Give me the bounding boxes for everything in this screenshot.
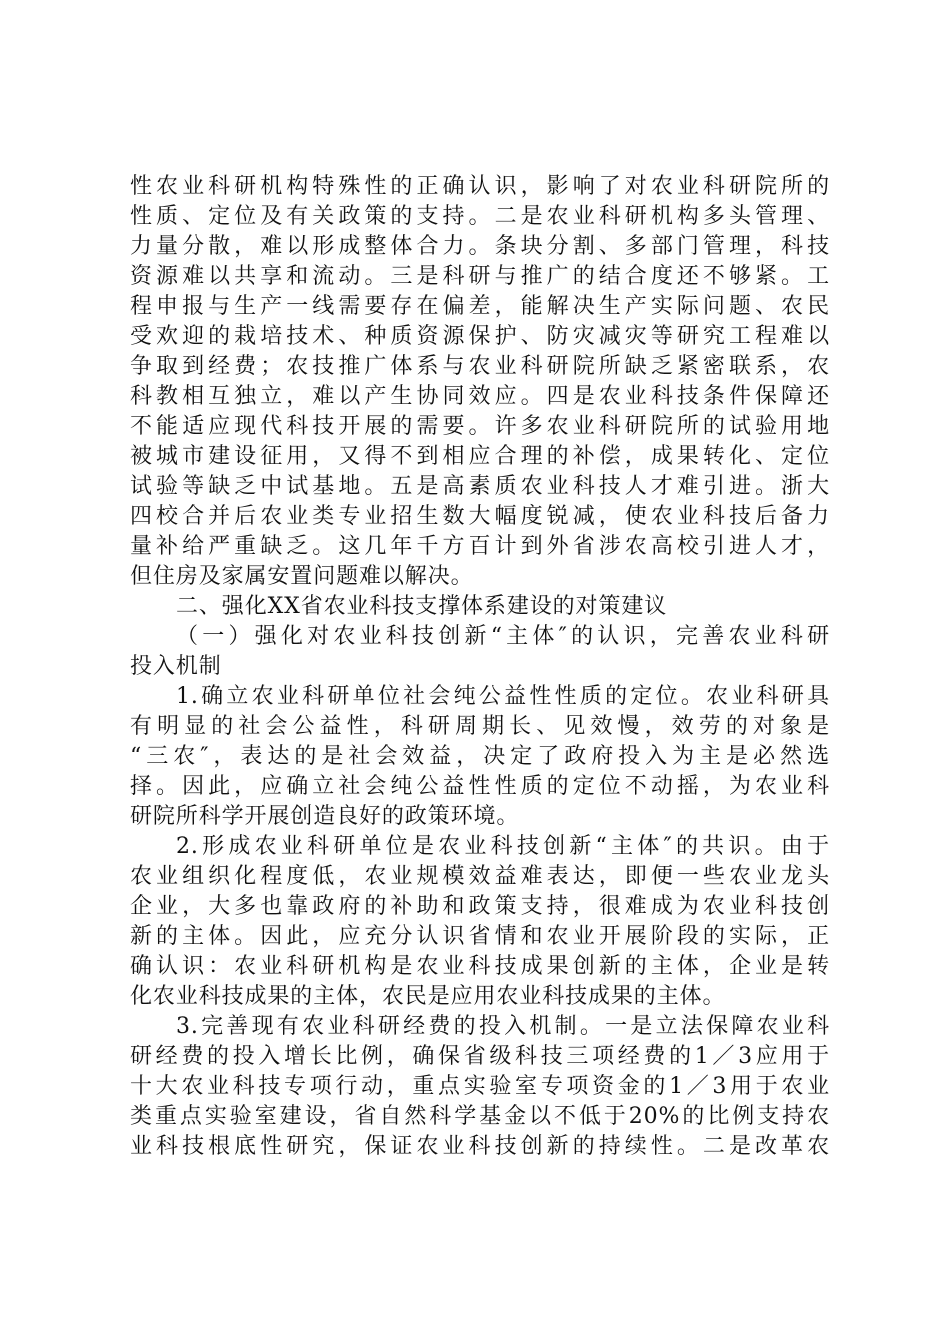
text-line: 研经费的投入增长比例，确保省级科技三项经费的1／3应用于: [130, 1044, 830, 1069]
text-line: 试验等缺乏中试基地。五是高素质农业科技人才难引进。浙大: [130, 474, 830, 499]
text-line: 力量分散，难以形成整体合力。条块分割、多部门管理，科技: [130, 234, 830, 259]
document-page: [130, 172, 830, 1162]
text-line: 受欢迎的栽培技术、种质资源保护、防灾减灾等研究工程难以: [130, 324, 830, 349]
text-line: 化农业科技成果的主体，农民是应用农业科技成果的主体。: [130, 984, 726, 1009]
text-line: 研院所科学开展创造良好的政策环境。: [130, 804, 520, 829]
text-line: 1.确立农业科研单位社会纯公益性性质的定位。农业科研具: [176, 684, 830, 709]
text-line: 性农业科研机构特殊性的正确认识，影响了对农业科研院所的: [130, 174, 830, 199]
text-line: 业科技根底性研究，保证农业科技创新的持续性。二是改革农: [130, 1134, 830, 1159]
text-line: 不能适应现代科技开展的需要。许多农业科研院所的试验用地: [130, 414, 830, 439]
text-line: 新的主体。因此，应充分认识省情和农业开展阶段的实际，正: [130, 924, 830, 949]
text-line: 程申报与生产一线需要存在偏差，能解决生产实际问题、农民: [130, 294, 830, 319]
text-line: 资源难以共享和流动。三是科研与推广的结合度还不够紧。工: [130, 264, 830, 289]
text-line: 类重点实验室建设，省自然科学基金以不低于20%的比例支持农: [130, 1104, 830, 1129]
text-line: 四校合并后农业类专业招生数大幅度锐减，使农业科技后备力: [130, 504, 830, 529]
text-line: 科教相互独立，难以产生协同效应。四是农业科技条件保障还: [130, 384, 830, 409]
text-line: 3.完善现有农业科研经费的投入机制。一是立法保障农业科: [176, 1014, 830, 1039]
text-line: 择。因此，应确立社会纯公益性性质的定位不动摇，为农业科: [130, 774, 830, 799]
text-line: 但住房及家属安置问题难以解决。: [130, 564, 474, 589]
text-line: 农业组织化程度低，农业规模效益难表达，即便一些农业龙头: [130, 864, 830, 889]
text-line: 二、强化XX省农业科技支撑体系建设的对策建议: [176, 594, 668, 619]
text-line: 争取到经费；农技推广体系与农业科研院所缺乏紧密联系，农: [130, 354, 830, 379]
text-line: 性质、定位及有关政策的支持。二是农业科研机构多头管理、: [130, 204, 830, 229]
text-line: 确认识：农业科研机构是农业科技成果创新的主体，企业是转: [130, 954, 830, 979]
text-line: 有明显的社会公益性，科研周期长、见效慢，效劳的对象是: [130, 714, 830, 739]
text-line: 2.形成农业科研单位是农业科技创新“主体″的共识。由于: [176, 834, 830, 859]
text-line: 被城市建设征用，又得不到相应合理的补偿，成果转化、定位: [130, 444, 830, 469]
text-line: （一）强化对农业科技创新“主体″的认识，完善农业科研: [176, 624, 830, 649]
text-line: “三农″，表达的是社会效益，决定了政府投入为主是必然选: [130, 744, 830, 769]
text-line: 量补给严重缺乏。这几年千方百计到外省涉农高校引进人才，: [130, 534, 830, 559]
text-line: 企业，大多也靠政府的补助和政策支持，很难成为农业科技创: [130, 894, 830, 919]
text-line: 十大农业科技专项行动，重点实验室专项资金的1／3用于农业: [130, 1074, 830, 1099]
text-line: 投入机制: [130, 654, 222, 679]
